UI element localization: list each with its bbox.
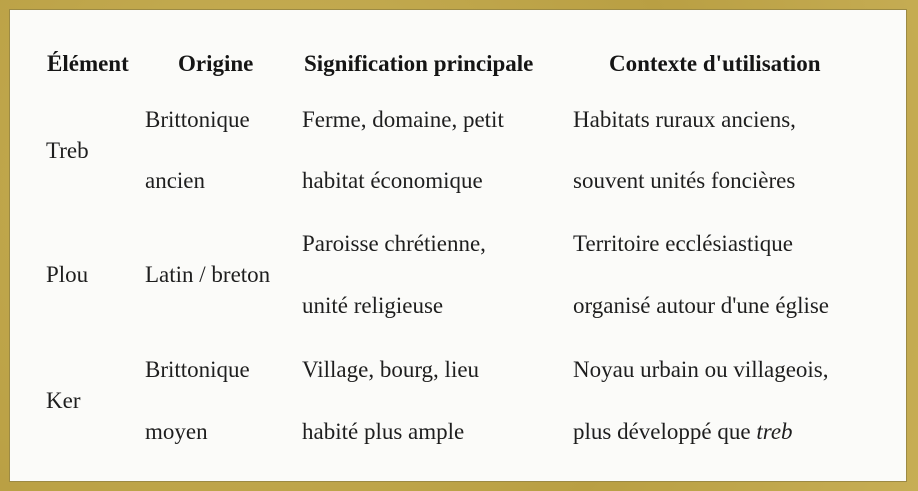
row-plou-signification-line2: unité religieuse (302, 293, 444, 318)
row-plou-element: Plou (46, 262, 89, 287)
row-ker-contexte-line2-text: plus développé que (573, 419, 757, 444)
row-ker-origine-line2: moyen (145, 419, 208, 444)
row-treb-contexte-line2: souvent unités foncières (573, 168, 796, 193)
row-ker-contexte-italic-treb: treb (756, 419, 793, 444)
row-treb-origine-line1: Brittonique (145, 107, 250, 132)
row-ker-element: Ker (46, 388, 81, 413)
header-contexte: Contexte d'utilisation (609, 51, 821, 76)
row-plou-contexte-line1: Territoire ecclésiastique (573, 231, 793, 256)
header-signification: Signification principale (304, 51, 534, 76)
row-plou-origine: Latin / breton (145, 262, 271, 287)
row-ker-signification-line2: habité plus ample (302, 419, 465, 444)
table-page (9, 9, 907, 482)
row-treb-signification-line1: Ferme, domaine, petit (302, 107, 504, 132)
header-origine: Origine (178, 51, 254, 76)
header-element: Élément (47, 51, 129, 76)
row-ker-contexte-line1: Noyau urbain ou villageois, (573, 357, 829, 382)
row-treb-signification-line2: habitat économique (302, 168, 483, 193)
row-treb-contexte-line1: Habitats ruraux anciens, (573, 107, 796, 132)
row-ker-origine-line1: Brittonique (145, 357, 250, 382)
row-treb-origine-line2: ancien (145, 168, 206, 193)
row-plou-contexte-line2: organisé autour d'une église (573, 293, 830, 318)
row-ker-contexte-line2 (573, 401, 793, 463)
row-ker-signification-line1: Village, bourg, lieu (302, 357, 480, 382)
row-treb-element: Treb (46, 138, 89, 163)
row-plou-signification-line1: Paroisse chrétienne, (302, 231, 486, 256)
